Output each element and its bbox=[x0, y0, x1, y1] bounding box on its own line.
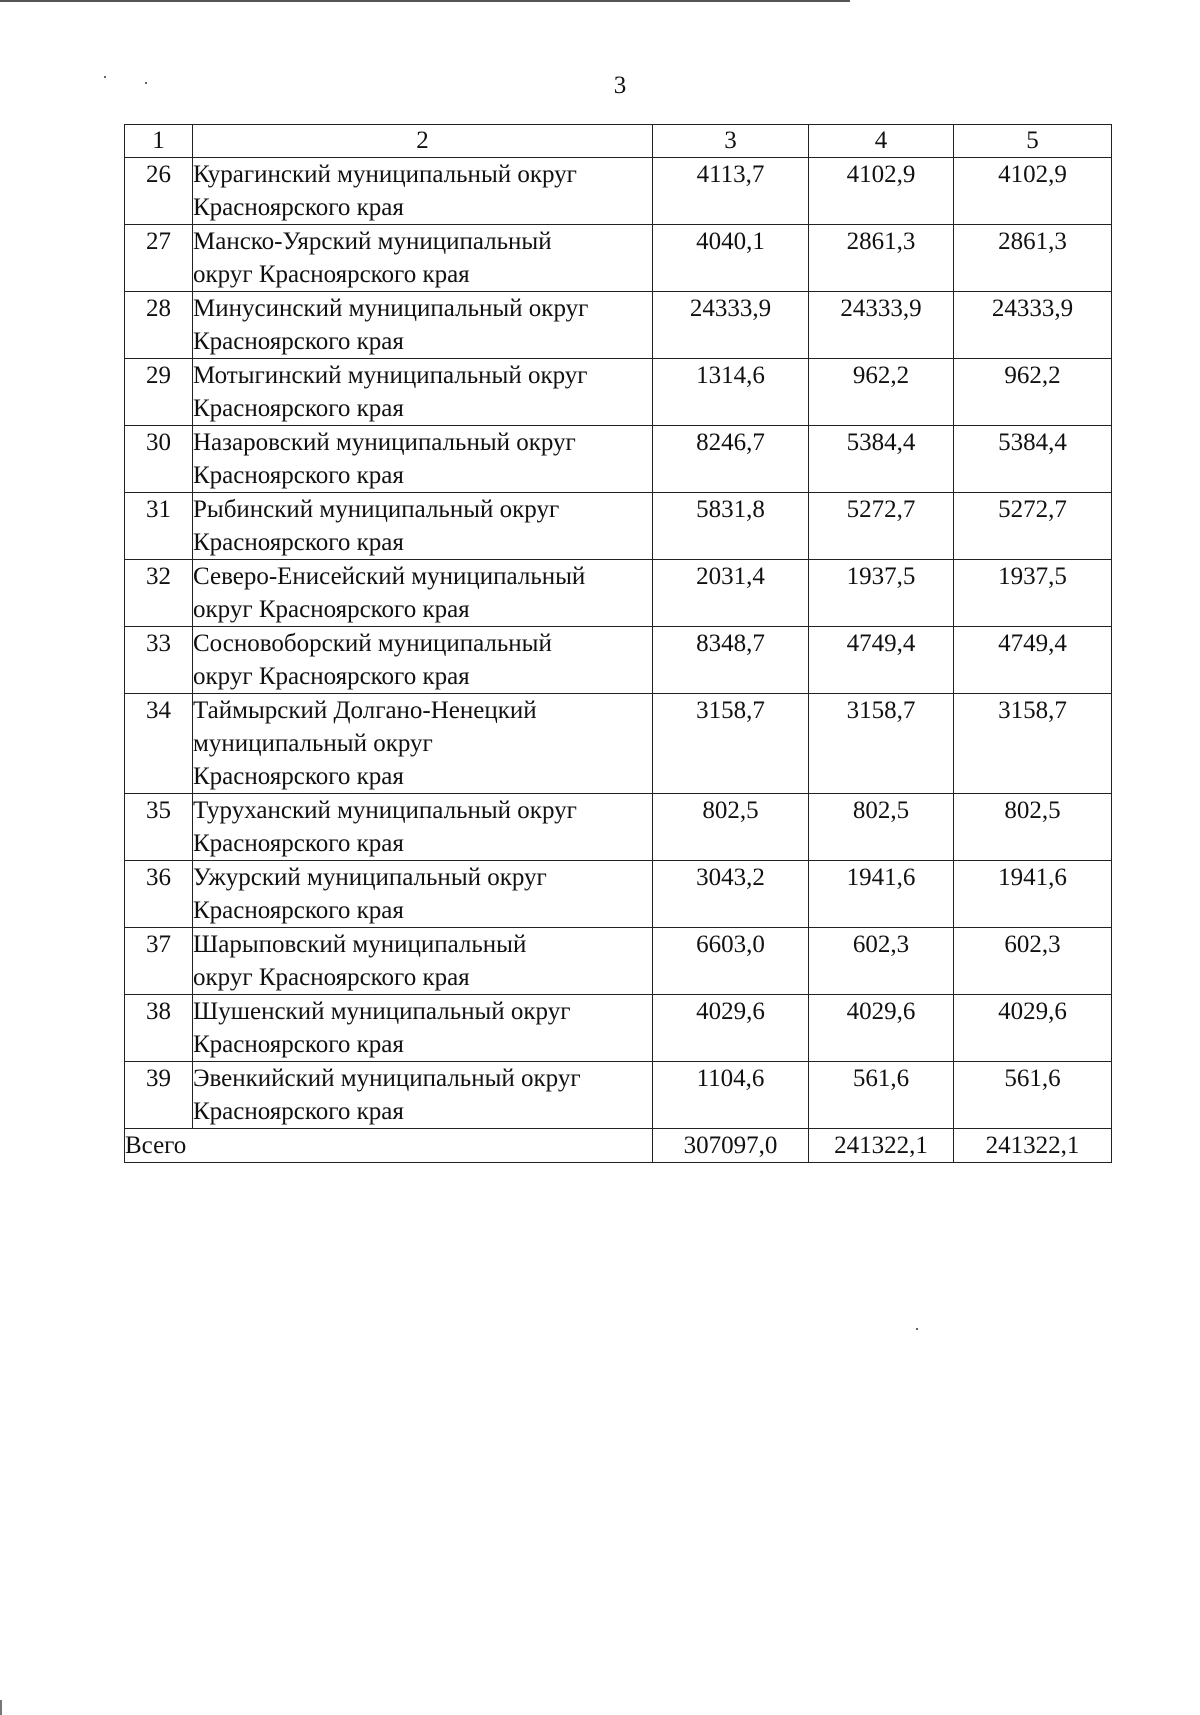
value-v5: 1937,5 bbox=[954, 560, 1112, 627]
value-v5: 1941,6 bbox=[954, 861, 1112, 928]
row-number: 31 bbox=[125, 493, 193, 560]
municipality-name-line: округ Красноярского края bbox=[193, 663, 470, 690]
value-v4: 24333,9 bbox=[809, 292, 954, 359]
table-row bbox=[125, 861, 1112, 928]
municipality-name-line: округ Красноярского края bbox=[193, 596, 470, 623]
value-v5: 962,2 bbox=[954, 359, 1112, 426]
value-v4: 4749,4 bbox=[809, 627, 954, 694]
total-label: Всего bbox=[125, 1129, 653, 1163]
value-v5: 3158,7 bbox=[954, 694, 1112, 794]
municipality-name-line: Эвенкийский муниципальный округ bbox=[193, 1065, 581, 1092]
column-value3-header: 3 bbox=[653, 125, 809, 158]
municipality-name-line: Красноярского края bbox=[193, 763, 404, 790]
municipality-name-line: Назаровский муниципальный округ bbox=[193, 429, 576, 456]
municipality-name-line: Сосновоборский муниципальный bbox=[193, 630, 552, 657]
row-number: 39 bbox=[125, 1062, 193, 1129]
municipality-name-line: Туруханский муниципальный округ bbox=[193, 797, 577, 824]
municipality-name-line: округ Красноярского края bbox=[193, 261, 470, 288]
municipality-name-line: Шушенский муниципальный округ bbox=[193, 998, 571, 1025]
municipality-name bbox=[193, 359, 653, 426]
municipality-name-line: Курагинский муниципальный округ bbox=[193, 161, 577, 188]
municipality-name-line: Манско-Уярский муниципальный bbox=[193, 228, 552, 255]
column-value5-header: 5 bbox=[954, 125, 1112, 158]
value-v3: 4113,7 bbox=[653, 158, 809, 225]
municipality-name bbox=[193, 1062, 653, 1129]
municipality-name-line: Красноярского края bbox=[193, 462, 404, 489]
municipality-name-line: Красноярского края bbox=[193, 897, 404, 924]
value-v4: 1937,5 bbox=[809, 560, 954, 627]
value-v3: 4029,6 bbox=[653, 995, 809, 1062]
table-row bbox=[125, 627, 1112, 694]
row-number: 33 bbox=[125, 627, 193, 694]
row-number: 29 bbox=[125, 359, 193, 426]
value-v4: 802,5 bbox=[809, 794, 954, 861]
scan-edge-top bbox=[0, 0, 850, 2]
municipality-name-line: Красноярского края bbox=[193, 1031, 404, 1058]
value-v3: 3043,2 bbox=[653, 861, 809, 928]
municipality-name-line: Рыбинский муниципальный округ bbox=[193, 496, 560, 523]
municipality-name-line: Северо-Енисейский муниципальный bbox=[193, 563, 586, 590]
municipality-name bbox=[193, 861, 653, 928]
row-number: 28 bbox=[125, 292, 193, 359]
municipality-name bbox=[193, 560, 653, 627]
row-number: 36 bbox=[125, 861, 193, 928]
value-v5: 24333,9 bbox=[954, 292, 1112, 359]
table-row bbox=[125, 995, 1112, 1062]
row-number: 34 bbox=[125, 694, 193, 794]
municipality-name bbox=[193, 694, 653, 794]
value-v4: 1941,6 bbox=[809, 861, 954, 928]
municipality-name-line: Красноярского края bbox=[193, 328, 404, 355]
row-number: 35 bbox=[125, 794, 193, 861]
value-v3: 3158,7 bbox=[653, 694, 809, 794]
row-number: 30 bbox=[125, 426, 193, 493]
municipality-name bbox=[193, 928, 653, 995]
value-v3: 1314,6 bbox=[653, 359, 809, 426]
page-number: 3 bbox=[613, 72, 627, 99]
municipality-name-line: Красноярского края bbox=[193, 529, 404, 556]
municipality-name-line: Красноярского края bbox=[193, 830, 404, 857]
municipality-name bbox=[193, 627, 653, 694]
municipality-name bbox=[193, 292, 653, 359]
value-v5: 5272,7 bbox=[954, 493, 1112, 560]
municipality-name-line: Мотыгинский муниципальный округ bbox=[193, 362, 588, 389]
municipality-name bbox=[193, 426, 653, 493]
table-row bbox=[125, 694, 1112, 794]
scan-speck bbox=[916, 1328, 918, 1330]
value-v3: 802,5 bbox=[653, 794, 809, 861]
table-row bbox=[125, 292, 1112, 359]
value-v5: 5384,4 bbox=[954, 426, 1112, 493]
value-v4: 3158,7 bbox=[809, 694, 954, 794]
value-v5: 4029,6 bbox=[954, 995, 1112, 1062]
municipality-name bbox=[193, 794, 653, 861]
value-v5: 2861,3 bbox=[954, 225, 1112, 292]
municipality-name-line: Ужурский муниципальный округ bbox=[193, 864, 547, 891]
total-value-v5: 241322,1 bbox=[954, 1129, 1112, 1163]
municipality-name-line: Красноярского края bbox=[193, 1098, 404, 1125]
value-v3: 8246,7 bbox=[653, 426, 809, 493]
value-v3: 6603,0 bbox=[653, 928, 809, 995]
column-name-header: 2 bbox=[193, 125, 653, 158]
value-v3: 4040,1 bbox=[653, 225, 809, 292]
table-row bbox=[125, 493, 1112, 560]
value-v4: 602,3 bbox=[809, 928, 954, 995]
column-number-header: 1 bbox=[125, 125, 193, 158]
row-number: 37 bbox=[125, 928, 193, 995]
value-v3: 1104,6 bbox=[653, 1062, 809, 1129]
municipality-name-line: Минусинский муниципальный округ bbox=[193, 295, 589, 322]
municipality-name bbox=[193, 995, 653, 1062]
total-value-v4: 241322,1 bbox=[809, 1129, 954, 1163]
table-row bbox=[125, 225, 1112, 292]
row-number: 32 bbox=[125, 560, 193, 627]
table-row bbox=[125, 1062, 1112, 1129]
municipality-name-line: муниципальный округ bbox=[193, 730, 433, 757]
municipality-name-line: Красноярского края bbox=[193, 194, 404, 221]
value-v4: 4102,9 bbox=[809, 158, 954, 225]
municipality-name-line: Шарыповский муниципальный bbox=[193, 931, 527, 958]
municipality-name bbox=[193, 158, 653, 225]
value-v4: 561,6 bbox=[809, 1062, 954, 1129]
total-value-v3: 307097,0 bbox=[653, 1129, 809, 1163]
value-v4: 4029,6 bbox=[809, 995, 954, 1062]
scan-edge-left bbox=[0, 1700, 2, 1715]
value-v3: 2031,4 bbox=[653, 560, 809, 627]
table-row bbox=[125, 560, 1112, 627]
table-row bbox=[125, 359, 1112, 426]
table-row bbox=[125, 158, 1112, 225]
municipality-name-line: Таймырский Долгано-Ненецкий bbox=[193, 697, 537, 724]
table-row bbox=[125, 794, 1112, 861]
value-v3: 8348,7 bbox=[653, 627, 809, 694]
value-v3: 24333,9 bbox=[653, 292, 809, 359]
allocation-table bbox=[124, 124, 1112, 1163]
value-v5: 561,6 bbox=[954, 1062, 1112, 1129]
value-v4: 5272,7 bbox=[809, 493, 954, 560]
table-row bbox=[125, 426, 1112, 493]
value-v5: 4102,9 bbox=[954, 158, 1112, 225]
row-number: 26 bbox=[125, 158, 193, 225]
value-v3: 5831,8 bbox=[653, 493, 809, 560]
municipality-name-line: Красноярского края bbox=[193, 395, 404, 422]
value-v4: 5384,4 bbox=[809, 426, 954, 493]
value-v4: 2861,3 bbox=[809, 225, 954, 292]
row-number: 38 bbox=[125, 995, 193, 1062]
total-row bbox=[125, 1129, 1112, 1163]
row-number: 27 bbox=[125, 225, 193, 292]
value-v5: 4749,4 bbox=[954, 627, 1112, 694]
value-v5: 602,3 bbox=[954, 928, 1112, 995]
table-header-row bbox=[125, 125, 1112, 158]
value-v4: 962,2 bbox=[809, 359, 954, 426]
table-row bbox=[125, 928, 1112, 995]
value-v5: 802,5 bbox=[954, 794, 1112, 861]
column-value4-header: 4 bbox=[809, 125, 954, 158]
municipality-name bbox=[193, 493, 653, 560]
municipality-name bbox=[193, 225, 653, 292]
municipality-name-line: округ Красноярского края bbox=[193, 964, 470, 991]
